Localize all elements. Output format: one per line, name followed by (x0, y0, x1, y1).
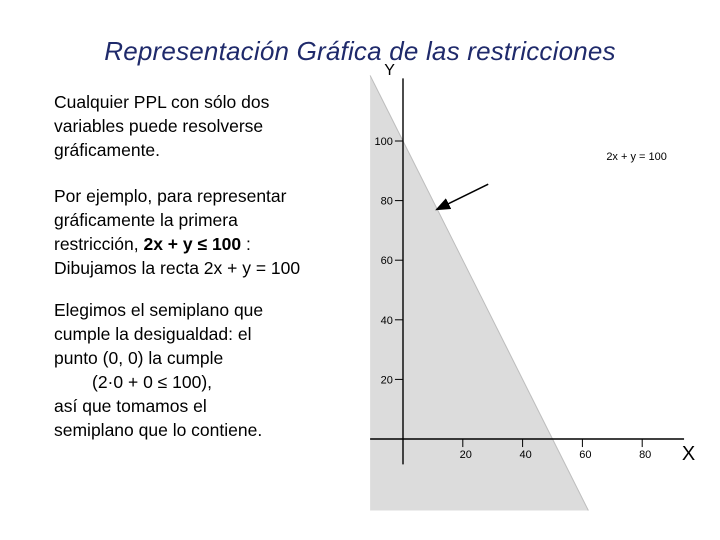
example-line: Por ejemplo, para representar (54, 186, 287, 206)
halfplane-line: semiplano que lo contiene. (54, 420, 263, 440)
example-line: Dibujamos la recta 2x + y = 100 (54, 258, 301, 278)
x-tick-label: 80 (639, 448, 652, 461)
annotation-arrow (436, 184, 488, 209)
example-line: gráficamente la primera (54, 210, 238, 230)
intro-line: Cualquier PPL con sólo dos (54, 92, 270, 112)
example-text: : (241, 234, 251, 254)
line-annotation: 2x + y = 100 (606, 151, 667, 164)
y-tick-label: 40 (380, 314, 393, 327)
y-tick-label: 60 (380, 255, 393, 268)
x-tick-label: 40 (519, 448, 532, 461)
y-tick-label: 20 (380, 374, 393, 387)
slide-title: Representación Gráfica de las restricciones (104, 36, 616, 66)
y-tick-label: 100 (374, 136, 393, 148)
x-axis-label: X (681, 442, 696, 465)
x-tick-label: 60 (579, 448, 592, 461)
intro-line: variables puede resolverse (54, 116, 264, 136)
y-tick-label: 80 (380, 195, 393, 208)
halfplane-line: así que tomamos el (54, 396, 207, 416)
intro-line: gráficamente. (54, 140, 161, 160)
y-axis-label: Y (384, 61, 395, 79)
example-text: restricción, (54, 234, 144, 254)
halfplane-line: punto (0, 0) la cumple (54, 348, 224, 368)
halfplane-line: Elegimos el semiplano que (54, 300, 264, 320)
x-tick-label: 20 (459, 448, 472, 461)
halfplane-line: (2·0 + 0 ≤ 100), (92, 372, 213, 392)
halfplane-line: cumple la desigualdad: el (54, 324, 252, 344)
constraint-bold: 2x + y ≤ 100 (143, 234, 242, 254)
